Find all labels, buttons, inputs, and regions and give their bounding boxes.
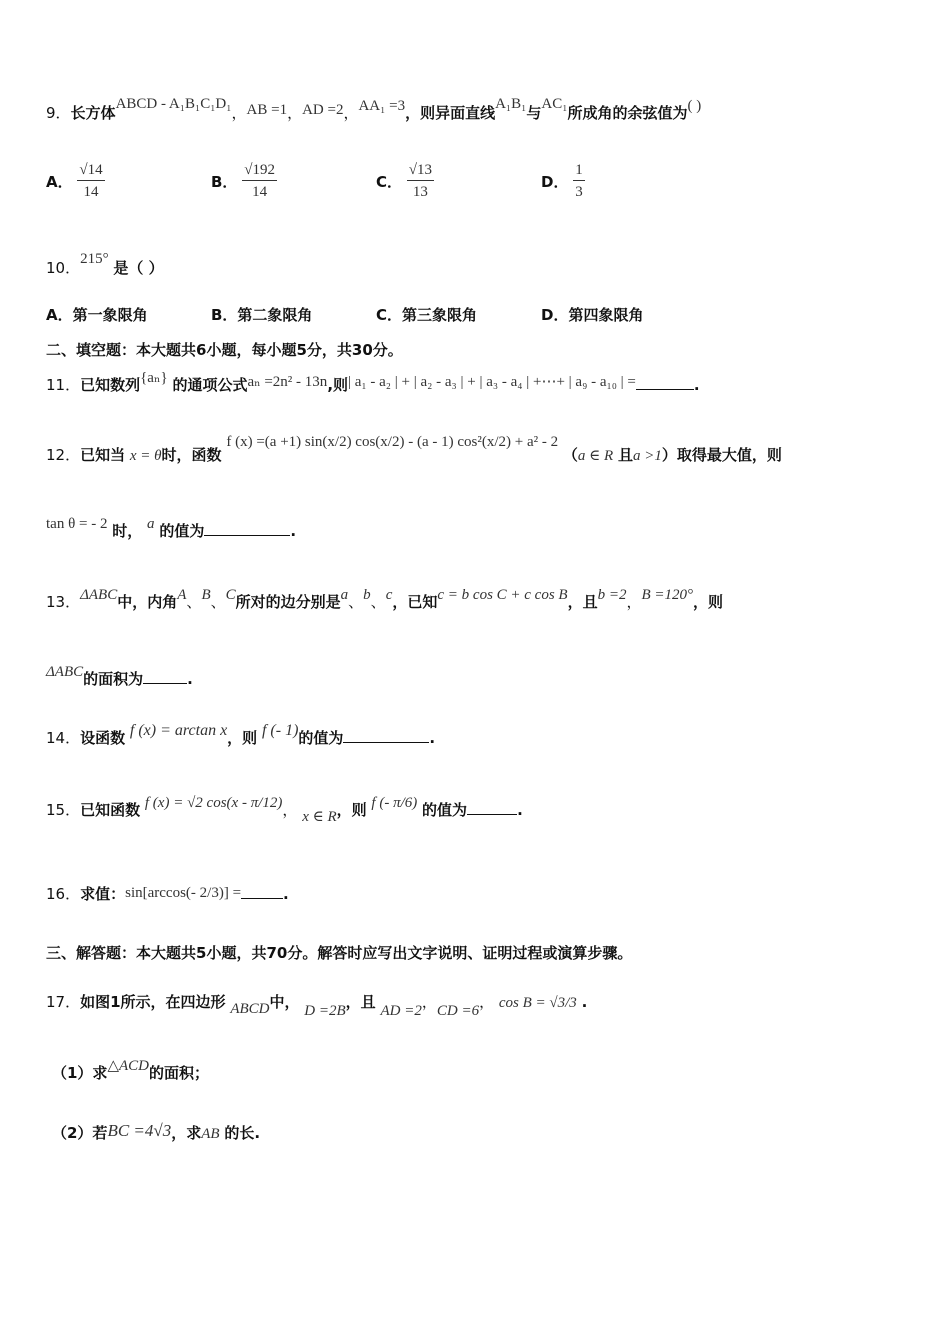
q17-math-d2b: D =2B: [304, 1003, 346, 1019]
q13-math-triangle2: ΔABC: [46, 664, 84, 680]
period: .: [283, 885, 289, 903]
q13-dun: 、: [210, 593, 226, 611]
q10-stem: [46, 251, 164, 278]
q14-math-f: f (- 1): [261, 722, 299, 739]
q14-text: 设函数: [80, 729, 126, 747]
q12-text: 已知当: [80, 446, 126, 464]
q9-sep: ，: [231, 104, 247, 122]
q17-part2-math2: AB: [201, 1126, 220, 1142]
q13-stem: [46, 587, 724, 612]
q10-option-b: B．第二象限角: [211, 306, 313, 324]
q9-option-c: [376, 160, 434, 203]
q9-math-ab: AB =1: [246, 102, 288, 118]
q13-math-b: b: [363, 587, 371, 603]
q11-math-seq: {aₙ}: [140, 370, 168, 386]
q12-math-a: a: [147, 516, 155, 532]
q13-math-B: B: [201, 587, 211, 603]
q13-text: 中，内角: [117, 593, 178, 611]
q9-text2: ，则异面直线: [405, 104, 496, 122]
answer-blank: [143, 683, 187, 684]
option-label: A．: [46, 173, 73, 191]
fraction: [573, 160, 585, 203]
q11-math-formula: aₙ =2n² - 13n: [247, 374, 328, 390]
q10-text: 是（ ）: [113, 259, 164, 277]
denominator: 3: [575, 184, 583, 200]
q9-math-box: ABCD - A₁B₁C₁D₁: [115, 96, 232, 112]
q13-dun: 、: [370, 593, 386, 611]
denominator: 14: [83, 184, 99, 200]
q17-stem: 17．如图1所示，在四边形 ABCD中， D =2B，且 AD =2，CD =6， cos B = √3/3 .: [46, 993, 588, 1019]
q17-part1-math: △ACD: [107, 1058, 149, 1074]
q15-math-f: f (- π/6): [371, 795, 418, 811]
q12-stem-cont: [46, 516, 297, 541]
q9-number: 9．: [46, 104, 71, 122]
q10-option-a: A．第一象限角: [46, 306, 148, 324]
q10-option-c: C．第三象限角: [376, 306, 478, 324]
q13-text4: ，且: [567, 593, 598, 611]
q9-sep: ，: [287, 104, 303, 122]
q13-math-b2: b =2: [597, 587, 627, 603]
q11-text: 已知数列: [80, 376, 141, 394]
q14-number: 14．: [46, 729, 81, 747]
q12-stem: [46, 434, 782, 465]
q15-math-domain: x ∈ R: [302, 809, 337, 825]
q16-math: sin[arccos(- 2/3)] =: [125, 885, 242, 901]
q13-math-eq: c = b cos C + c cos B: [437, 587, 568, 603]
q15-text: 已知函数: [80, 801, 141, 819]
q13-math-C: C: [225, 587, 236, 603]
q11-math-sum: | a₁ - a₂ | + | a₂ - a₃ | + | a₃ - a₄ | +⋯+ | a₉ - a₁₀ | =: [348, 374, 636, 390]
section-2-heading: 二、填空题：本大题共6小题，每小题5分，共30分。: [46, 341, 403, 359]
q12-text7: 的值为: [159, 522, 205, 540]
section-3-heading: 三、解答题：本大题共5小题，共70分。解答时应写出文字说明、证明过程或演算步骤。: [46, 944, 633, 962]
answer-blank: [204, 535, 290, 536]
numerator: √13: [407, 160, 434, 181]
q17-part2-label: （2）若: [52, 1124, 108, 1142]
option-label: D．: [541, 173, 569, 191]
q12-number: 12．: [46, 446, 81, 464]
q9-option-b: [211, 160, 277, 203]
q11-number: 11．: [46, 376, 81, 394]
numerator: √14: [77, 160, 104, 181]
q17-math-cd: CD =6: [436, 1003, 480, 1019]
q9-math-aa1: AA₁ =3: [358, 98, 406, 114]
q16-stem: [46, 883, 289, 904]
q15-text3: 的值为: [422, 801, 468, 819]
fraction: [242, 160, 277, 203]
q13-text6: 的面积为: [83, 670, 144, 688]
q12-text6: 时，: [112, 522, 143, 540]
period: .: [693, 376, 700, 394]
q14-math-function: f (x) = arctan x: [129, 722, 228, 739]
q9-math-ac1: AC₁: [541, 96, 568, 112]
q9-option-a: [46, 160, 105, 203]
q16-text: 求值：: [80, 885, 126, 903]
q16-number: 16．: [46, 885, 81, 903]
q12-text4: 且: [617, 446, 633, 464]
q14-stem: [46, 722, 436, 748]
q13-text5: ，则: [693, 593, 724, 611]
q12-math-tan: tan θ = - 2: [46, 516, 108, 532]
q15-stem: [46, 795, 523, 825]
q17-text2: 中，: [269, 993, 300, 1011]
q9-math-a1b1: A₁B₁: [495, 96, 527, 112]
q17-part1-text: 的面积；: [148, 1064, 209, 1082]
q17-part-1: [52, 1058, 209, 1083]
q17-part2-text2: 的长.: [224, 1124, 261, 1142]
numerator: √192: [242, 160, 277, 181]
q14-text2: ，则: [227, 729, 258, 747]
q13-dun: 、: [186, 593, 202, 611]
q10-math: 215°: [80, 251, 109, 267]
q17-number: 17．: [46, 993, 81, 1011]
q12-text3: （: [562, 446, 578, 464]
period: .: [581, 993, 588, 1011]
q17-math-ad: AD =2: [380, 1003, 422, 1019]
q11-text3: ,则: [327, 376, 349, 394]
q12-math-cond: a >1: [632, 448, 662, 464]
q9-text4: 所成角的余弦值为: [567, 104, 688, 122]
q12-math-function: f (x) =(a +1) sin(x/2) cos(x/2) - (a - 1) cos²(x/2) + a² - 2: [226, 434, 559, 450]
denominator: 14: [252, 184, 268, 200]
q17-part2-text: ，求: [171, 1124, 202, 1142]
q17-part-2: [52, 1122, 260, 1143]
period: .: [290, 522, 297, 540]
q12-text5: ）取得最大值，则: [661, 446, 782, 464]
q15-text2: ，则: [336, 801, 367, 819]
answer-blank: [636, 389, 694, 390]
q11-text2: 的通项公式: [172, 376, 248, 394]
q9-text: 长方体: [70, 104, 116, 122]
q13-number: 13．: [46, 593, 81, 611]
period: .: [517, 801, 523, 819]
numerator: 1: [573, 160, 585, 181]
q12-text2: 时，函数: [161, 446, 222, 464]
q13-dun: 、: [348, 593, 364, 611]
q17-math-abcd: ABCD: [230, 1001, 270, 1017]
q9-sep: ，: [343, 104, 359, 122]
q13-math-A: A: [177, 587, 187, 603]
q9-stem: [46, 96, 702, 123]
q13-text2: 所对的边分别是: [235, 593, 341, 611]
q13-stem-cont: [46, 664, 193, 689]
period: .: [429, 729, 436, 747]
period: .: [187, 670, 193, 688]
q17-text: 如图1所示，在四边形: [80, 993, 226, 1011]
q13-comma: ，: [626, 593, 642, 611]
q14-text3: 的值为: [298, 729, 344, 747]
q13-math-B120: B =120°: [641, 587, 694, 603]
q9-option-d: [541, 160, 585, 203]
q11-stem: [46, 370, 700, 395]
q15-comma: ，: [282, 801, 298, 819]
q13-math-a: a: [340, 587, 349, 603]
q17-part2-math: BC =4√3: [107, 1121, 172, 1140]
q9-math-ad: AD =2: [302, 102, 344, 118]
q12-math-domain: a ∈ R: [577, 448, 614, 464]
q12-math-theta: x = θ: [129, 448, 162, 464]
q17-math-cosb: cos B = √3/3: [498, 995, 577, 1011]
answer-blank: [467, 814, 517, 815]
q17-part1-label: （1）求: [52, 1064, 108, 1082]
q10-option-d: D．第四象限角: [541, 306, 644, 324]
q13-text3: ，已知: [392, 593, 438, 611]
q17-text3: ，且: [345, 993, 376, 1011]
q13-math-triangle: ΔABC: [80, 587, 118, 603]
denominator: 13: [412, 184, 428, 200]
q10-number: 10．: [46, 259, 81, 277]
q15-math-function: f (x) = √2 cos(x - π/12): [144, 795, 283, 811]
q13-math-c: c: [385, 587, 393, 603]
q9-text3: 与: [526, 104, 542, 122]
answer-blank: [343, 742, 429, 743]
fraction: [407, 160, 434, 203]
q9-paren: ( ): [687, 98, 702, 114]
option-label: C．: [376, 173, 403, 191]
fraction: [77, 160, 104, 203]
option-label: B．: [211, 173, 238, 191]
q15-number: 15．: [46, 801, 81, 819]
answer-blank: [241, 898, 283, 899]
